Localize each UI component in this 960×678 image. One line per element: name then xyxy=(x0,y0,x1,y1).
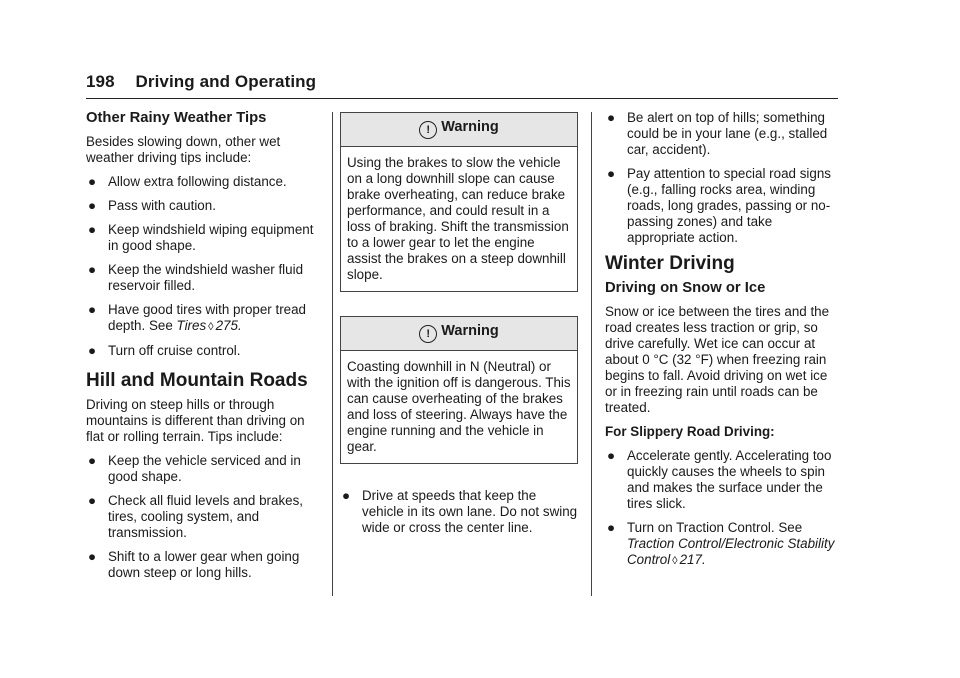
bullet-dot: ● xyxy=(607,520,616,535)
column-divider-2 xyxy=(591,112,592,596)
page-ref-icon: ◊ xyxy=(672,555,678,567)
bullet-dot: ● xyxy=(88,222,97,237)
warning-text: Coasting downhill in N (Neutral) or with the ignition off is dangerous. This can cause overheating of the brakes and loss of steering. Always have the engine running and the vehicle in gear. xyxy=(347,359,571,454)
column-divider-1 xyxy=(332,112,333,596)
bullet-dot: ● xyxy=(88,493,97,508)
bullet-dot: ● xyxy=(88,302,97,317)
warning-header: ! Warning xyxy=(341,113,577,147)
snow-ice-heading: Driving on Snow or Ice xyxy=(605,280,766,296)
hill-roads-intro: Driving on steep hills or through mountains is different than driving on flat or rolling terrain. Tips include: xyxy=(86,397,305,444)
list-item: ● Shift to a lower gear when going down steep or long hills. xyxy=(88,549,300,580)
rainy-tips-list xyxy=(86,174,322,359)
list-item: ● Keep windshield wiping equipment in good shape. xyxy=(88,222,314,253)
warning-header: ! Warning xyxy=(341,317,577,351)
warning-text: Using the brakes to slow the vehicle on a long downhill slope can cause brake overheating, can reduce brake performance, and could result in a loss of braking. Shift the transmission to a lower gear to let the engine assist the brakes on a steep downhill slope. xyxy=(347,155,569,282)
tires-ref-link[interactable]: Tires xyxy=(176,318,207,333)
bullet-dot: ● xyxy=(607,110,616,125)
bullet-dot: ● xyxy=(607,166,616,181)
list-item: ● Have good tires with proper tread depth. See Tires ◊ 275. xyxy=(88,302,306,333)
list-item: ● Allow extra following distance. xyxy=(88,174,287,189)
chapter-title: Driving and Operating xyxy=(135,72,317,91)
list-item: ● Keep the vehicle serviced and in good shape. xyxy=(88,453,301,484)
bullet-dot: ● xyxy=(88,453,97,468)
list-item: ● Accelerate gently. Accelerating too quickly causes the wheels to spin and makes the surface under the tires slick. xyxy=(607,448,832,511)
page-number: 198 xyxy=(86,72,115,91)
list-item: ● Keep the windshield washer fluid reservoir filled. xyxy=(88,262,304,293)
bullet-dot: ● xyxy=(88,174,97,189)
bullet-dot: ● xyxy=(88,262,97,277)
list-item: ● Check all fluid levels and brakes, tires, cooling system, and transmission. xyxy=(88,493,304,540)
page-header xyxy=(86,72,838,99)
slippery-road-list xyxy=(605,448,840,569)
warning-box-coasting xyxy=(340,316,578,464)
tires-ref-page[interactable]: 275 xyxy=(215,318,238,333)
warning-box-brakes xyxy=(340,112,578,292)
warning-icon: ! xyxy=(419,325,437,343)
winter-driving-heading: Winter Driving xyxy=(605,253,735,274)
snow-ice-text: Snow or ice between the tires and the road creates less traction or grip, so drive carefully. Wet ice can occur at about 0 °C (32 °F) when freezing rain begins to fall. Avoid driving on wet ice or in freezing rain until roads can be treated. xyxy=(605,304,830,415)
list-item: ● Turn off cruise control. xyxy=(88,343,241,358)
list-item: ● Pass with caution. xyxy=(88,198,216,213)
column-2 xyxy=(340,112,578,544)
column-3 xyxy=(605,110,840,577)
bullet-dot: ● xyxy=(88,549,97,564)
bullet-dot: ● xyxy=(88,343,97,358)
slippery-road-label: For Slippery Road Driving: xyxy=(605,424,775,439)
bullet-dot: ● xyxy=(88,198,97,213)
rainy-tips-intro: Besides slowing down, other wet weather driving tips include: xyxy=(86,134,281,165)
warning-icon: ! xyxy=(419,121,437,139)
rainy-tips-heading: Other Rainy Weather Tips xyxy=(86,110,267,126)
list-item: ● Be alert on top of hills; something could be in your lane (e.g., stalled car, accident). xyxy=(607,110,828,157)
list-item: ● Pay attention to special road signs (e.g., falling rocks area, winding roads, long grades, passing or no-passing zones) and take appropriate action. xyxy=(607,166,831,245)
traction-control-ref-page[interactable]: 217 xyxy=(679,552,702,567)
page-ref-icon: ◊ xyxy=(208,321,214,333)
bullet-dot: ● xyxy=(342,488,351,503)
hill-roads-heading: Hill and Mountain Roads xyxy=(86,370,308,391)
bullet-dot: ● xyxy=(607,448,616,463)
lane-tips-list xyxy=(340,488,578,536)
list-item: ● Turn on Traction Control. See Traction Control/Electronic Stability Control ◊ 217. xyxy=(607,520,835,567)
traction-control-ref-link[interactable]: Traction Control/Electronic Stability Control xyxy=(627,536,835,567)
list-item: ● Drive at speeds that keep the vehicle in its own lane. Do not swing wide or cross the center line. xyxy=(342,488,578,535)
column-1 xyxy=(86,110,322,589)
hill-tips-list xyxy=(86,453,322,581)
hill-awareness-list xyxy=(605,110,840,246)
